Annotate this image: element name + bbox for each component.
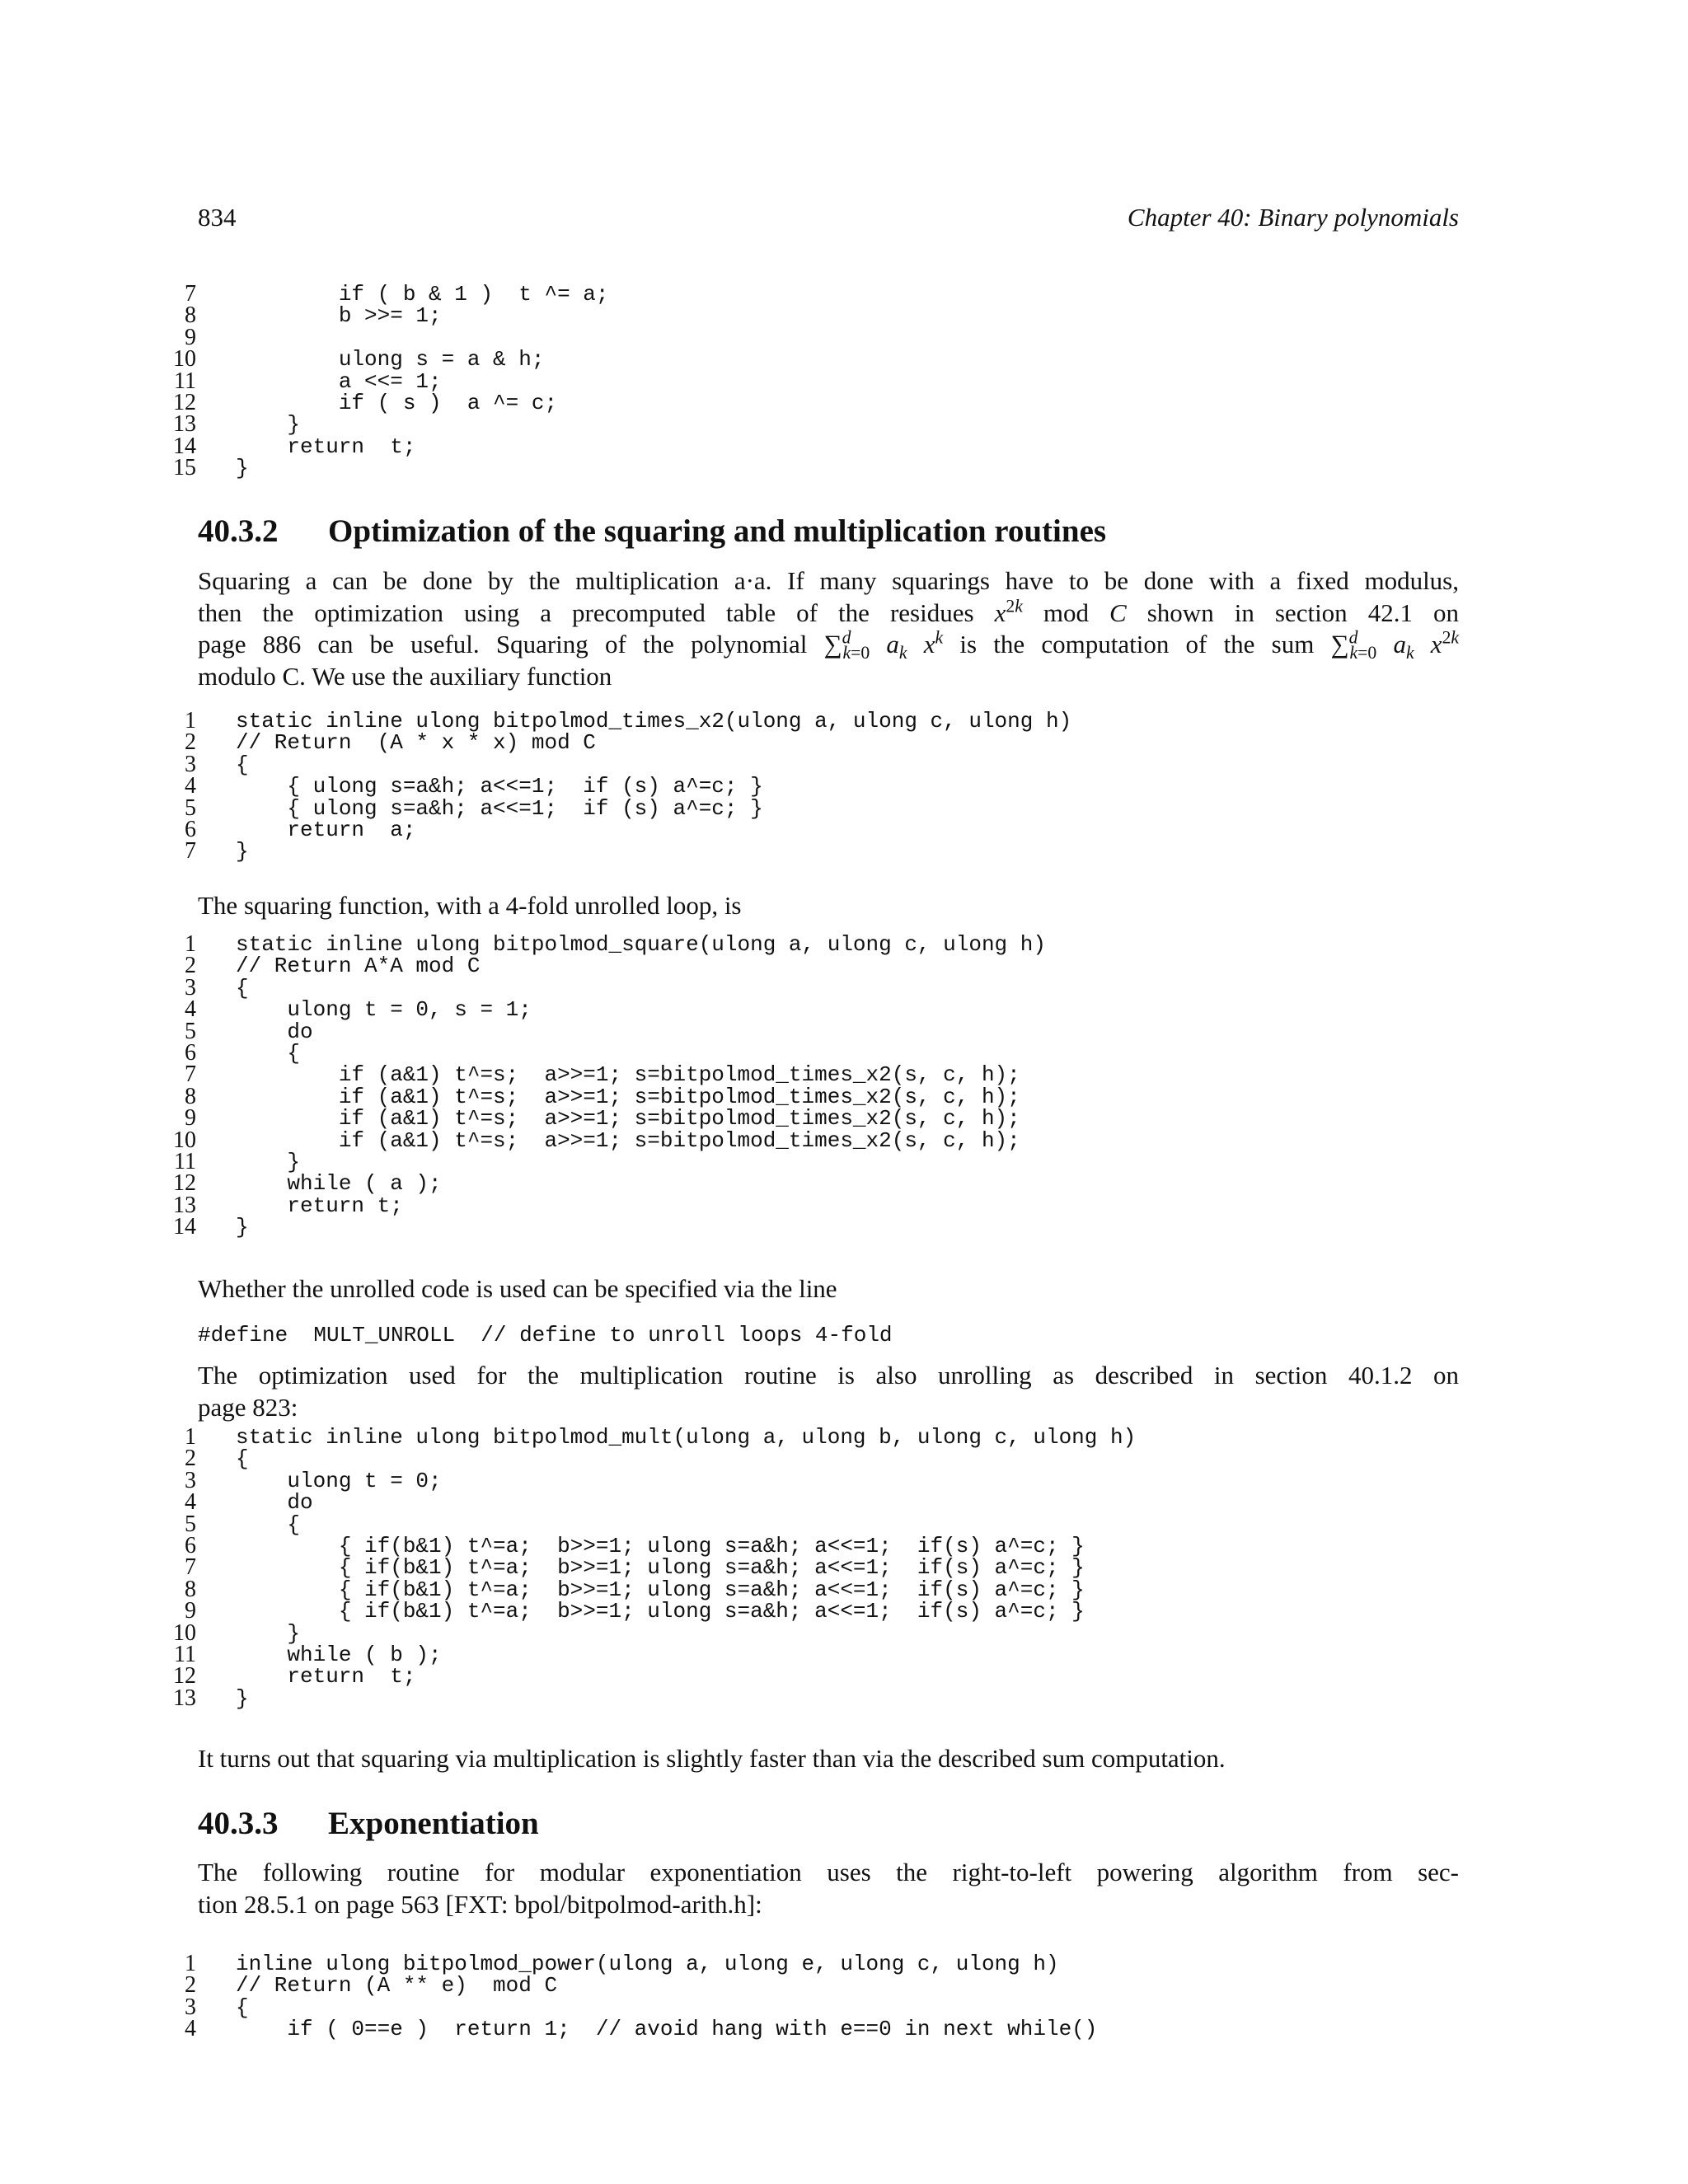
- code-text: { ulong s=a&h; a<<=1; if (s) a^=c; }: [236, 795, 763, 821]
- code-text: { if(b&1) t^=a; b>>=1; ulong s=a&h; a<<=1; if(s) a^=c; }: [236, 1533, 1085, 1558]
- code-text: }: [236, 839, 249, 865]
- code-text: static inline ulong bitpolmod_mult(ulong a, ulong b, ulong c, ulong h): [236, 1425, 1137, 1450]
- code-text: static inline ulong bitpolmod_square(ulong a, ulong c, ulong h): [236, 932, 1046, 957]
- line-number: 5: [185, 1018, 196, 1044]
- line-number: 1: [185, 931, 196, 957]
- line-number: 8: [185, 302, 196, 329]
- section-heading-40-3-3: [198, 1805, 539, 1842]
- line-number: 7: [185, 1062, 196, 1088]
- line-number: 2: [185, 729, 196, 756]
- line-number: 7: [185, 838, 196, 865]
- code-text: }: [236, 456, 249, 481]
- section-title: Exponentiation: [328, 1806, 539, 1841]
- line-number: 13: [173, 1685, 196, 1711]
- line-number: 13: [173, 411, 196, 438]
- code-text: { if(b&1) t^=a; b>>=1; ulong s=a&h; a<<=1; if(s) a^=c; }: [236, 1599, 1085, 1624]
- paragraph-line: The following routine for modular exponentiation uses the right-to-left powering algorithm from sec-: [198, 1858, 1459, 1886]
- text-run: shown in section 42.1 on: [1126, 598, 1459, 627]
- line-number: 10: [173, 1619, 196, 1646]
- paragraph-line: It turns out that squaring via multiplication is slightly faster than via the described sum computation.: [198, 1744, 1226, 1773]
- page-number: 834: [198, 203, 237, 232]
- line-number: 11: [174, 1148, 196, 1174]
- code-text: }: [236, 412, 301, 438]
- running-head: [198, 203, 1459, 237]
- line-number: 4: [185, 996, 196, 1023]
- paragraph-line: page 823:: [198, 1392, 298, 1422]
- code-text: ulong t = 0;: [236, 1468, 442, 1493]
- line-number: 10: [173, 346, 196, 373]
- code-text: do: [236, 1019, 313, 1044]
- code-text: if ( 0==e ) return 1; // avoid hang with e==0 in next while(): [236, 2017, 1098, 2042]
- line-number: 12: [173, 1663, 196, 1690]
- line-number: 4: [185, 1489, 196, 1516]
- code-text: ulong s = a & h;: [236, 347, 545, 373]
- code-text: return t;: [236, 1193, 403, 1218]
- squaring-text: [198, 890, 1459, 922]
- code-text: while ( a );: [236, 1171, 442, 1197]
- code-text: while ( b );: [236, 1642, 442, 1667]
- line-number: 5: [185, 794, 196, 821]
- line-number: 9: [185, 1105, 196, 1132]
- code-text: {: [236, 1446, 249, 1472]
- line-number: 1: [185, 1951, 196, 1976]
- section-title: Optimization of the squaring and multiplication routines: [328, 513, 1107, 549]
- code-text: // Return (A * x * x) mod C: [236, 730, 596, 756]
- intro-paragraph: [198, 565, 1459, 692]
- paragraph-line: tion 28.5.1 on page 563 [FXT: bpol/bitpolmod-arith.h]:: [198, 1889, 762, 1919]
- code-text: }: [236, 1620, 301, 1646]
- code-text: // Return A*A mod C: [236, 954, 481, 979]
- line-number: 2: [185, 1446, 196, 1472]
- line-number: 10: [173, 1127, 196, 1153]
- line-number: 8: [185, 1576, 196, 1602]
- line-number: 1: [185, 708, 196, 733]
- line-number: 9: [185, 1598, 196, 1624]
- code-text: }: [236, 1149, 301, 1174]
- code-text: if ( s ) a ^= c;: [236, 390, 558, 415]
- mult-text: [198, 1360, 1459, 1423]
- code-text: static inline ulong bitpolmod_times_x2(ulong a, ulong c, ulong h): [236, 709, 1072, 733]
- line-number: 2: [185, 953, 196, 979]
- line-number: 14: [173, 1214, 196, 1240]
- code-text: if (a&1) t^=s; a>>=1; s=bitpolmod_times_x2(s, c, h);: [236, 1106, 1020, 1132]
- line-number: 7: [185, 281, 196, 307]
- code-text: {: [236, 1511, 301, 1537]
- line-number: 3: [185, 1994, 196, 2020]
- line-number: 2: [185, 1972, 196, 1999]
- code-text: if ( b & 1 ) t ^= a;: [236, 282, 609, 307]
- section-heading-40-3-2: [198, 513, 1106, 550]
- code-text: if (a&1) t^=s; a>>=1; s=bitpolmod_times_x2(s, c, h);: [236, 1084, 1020, 1109]
- line-number: 3: [185, 1467, 196, 1493]
- code-text: if (a&1) t^=s; a>>=1; s=bitpolmod_times_x2(s, c, h);: [236, 1062, 1020, 1088]
- code-text: inline ulong bitpolmod_power(ulong a, ulong e, ulong c, ulong h): [236, 1952, 1059, 1976]
- code-text: a <<= 1;: [236, 368, 442, 394]
- paragraph-line: Squaring a can be done by the multiplication a·a. If many squarings have to be done with a fixed modulus,: [198, 566, 1459, 595]
- code-text: {: [236, 1040, 301, 1066]
- paragraph-line: The optimization used for the multiplication routine is also unrolling as described in section 40.1.2 on: [198, 1361, 1459, 1390]
- code-text: if (a&1) t^=s; a>>=1; s=bitpolmod_times_x2(s, c, h);: [236, 1127, 1020, 1153]
- code-text: {: [236, 752, 249, 777]
- line-number: 12: [173, 1170, 196, 1197]
- paragraph-line: The squaring function, with a 4-fold unrolled loop, is: [198, 891, 742, 920]
- line-number: 1: [185, 1424, 196, 1450]
- code-text: ulong t = 0, s = 1;: [236, 997, 532, 1023]
- section-number: 40.3.2: [198, 513, 279, 549]
- code-text: }: [236, 1215, 249, 1240]
- conclusion-text: [198, 1743, 1459, 1775]
- code-text: {: [236, 975, 249, 1001]
- line-number: 11: [174, 368, 196, 394]
- section-number: 40.3.3: [198, 1806, 279, 1841]
- line-number: 14: [173, 433, 196, 459]
- line-number: 4: [185, 2016, 196, 2042]
- code-text: {: [236, 1994, 249, 2020]
- line-number: 8: [185, 1083, 196, 1109]
- text-run: is the computation of the sum: [943, 630, 1331, 658]
- line-number: 4: [185, 773, 196, 799]
- define-line: #define MULT_UNROLL // define to unroll loops 4-fold: [198, 1323, 893, 1347]
- line-number: 15: [173, 455, 196, 481]
- line-number: 6: [185, 816, 196, 842]
- chapter-title: Chapter 40: Binary polynomials: [1127, 203, 1459, 232]
- paragraph-line: page 886 can be useful. Squaring of the polynomial ∑$^d_{k=0}$ $a_k$ $x^k$ is the computation of the sum ∑$^d_{k=0}$ $a_k$ $x^{2k}$: [198, 627, 1460, 663]
- text-run: mod: [1022, 598, 1110, 627]
- line-number: 11: [174, 1641, 196, 1667]
- line-number: 13: [173, 1192, 196, 1218]
- line-number: 3: [185, 751, 196, 777]
- line-number: 6: [185, 1039, 196, 1066]
- code-text: // Return (A ** e) mod C: [236, 1973, 558, 1999]
- code-text: return a;: [236, 817, 416, 842]
- code-text: { if(b&1) t^=a; b>>=1; ulong s=a&h; a<<=1; if(s) a^=c; }: [236, 1577, 1085, 1602]
- code-text: b >>= 1;: [236, 303, 442, 329]
- paragraph-line: then the optimization using a precomputed table of the residues $x^{2k}$ mod C shown in section 42.1 on: [198, 596, 1459, 627]
- line-number: 12: [173, 389, 196, 415]
- code-text: do: [236, 1490, 313, 1516]
- line-number: 5: [185, 1511, 196, 1537]
- paragraph-line: modulo C. We use the auxiliary function: [198, 661, 612, 691]
- unroll-text: [198, 1273, 1459, 1305]
- text-run: page 886 can be useful. Squaring of the polynomial: [198, 630, 824, 658]
- line-number: 9: [185, 324, 196, 350]
- text-run: then the optimization using a precomputed table of the residues: [198, 598, 995, 627]
- line-number: 6: [185, 1532, 196, 1558]
- code-text: { if(b&1) t^=a; b>>=1; ulong s=a&h; a<<=1; if(s) a^=c; }: [236, 1555, 1085, 1581]
- line-number: 3: [185, 974, 196, 1001]
- line-number: 7: [185, 1554, 196, 1581]
- code-text: return t;: [236, 434, 416, 459]
- code-text: return t;: [236, 1664, 416, 1690]
- paragraph-line: Whether the unrolled code is used can be specified via the line: [198, 1274, 837, 1303]
- code-text: { ulong s=a&h; a<<=1; if (s) a^=c; }: [236, 774, 763, 799]
- exponentiation-intro: [198, 1857, 1459, 1920]
- code-text: }: [236, 1685, 249, 1711]
